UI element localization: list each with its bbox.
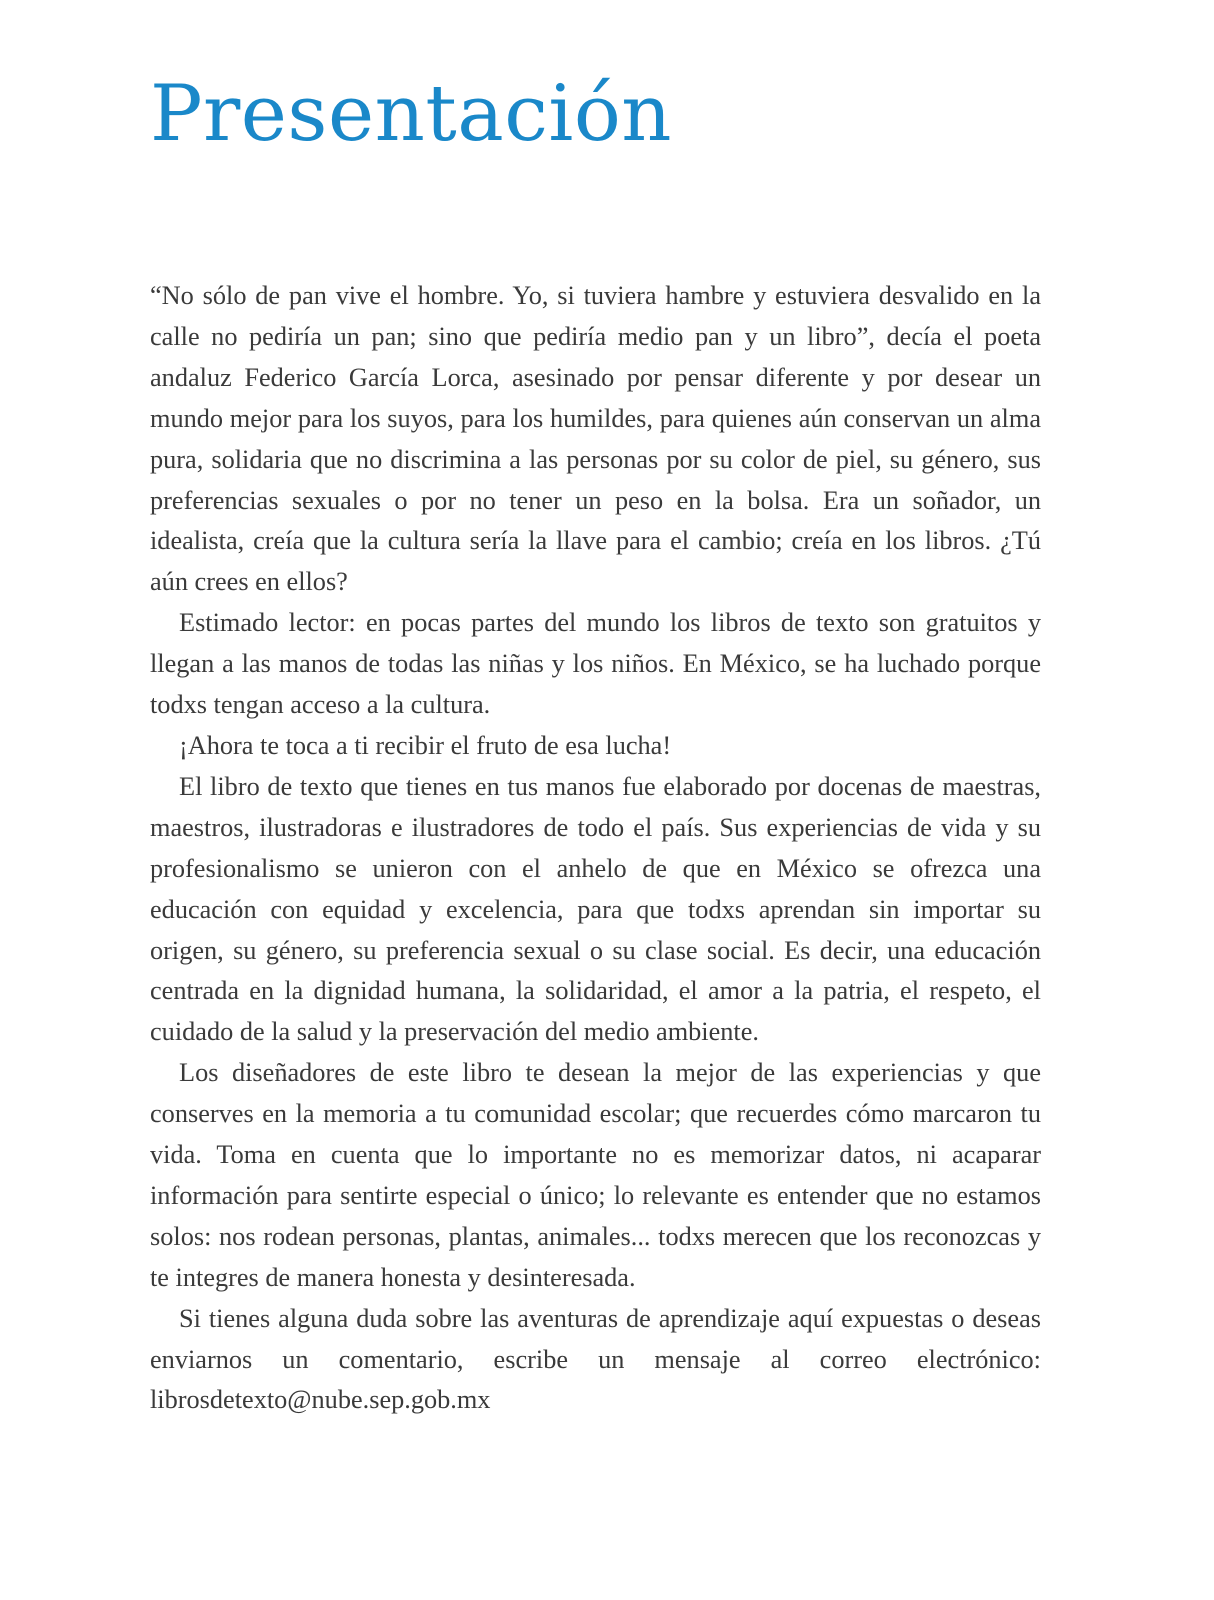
contact-text: Si tienes alguna duda sobre las aventuras de aprendizaje aquí expuestas o deseas enviarnos un comentario, escribe un mensaje al correo electrónico:	[150, 1303, 1041, 1374]
paragraph-disenadores: Los diseñadores de este libro te desean la mejor de las experiencias y que conserves en la memoria a tu comunidad escolar; que recuerdes cómo marcaron tu vida. Toma en cuenta que lo importante no es memorizar datos, ni acaparar información para sentirte especial o único; lo relevante es entender que no estamos solos: nos rodean personas, plantas, animales... todxs merecen que los reconozcas y te integres de manera honesta y desinteresada.	[150, 1058, 1041, 1292]
email-address[interactable]: librosdetexto@nube.sep.gob.mx	[150, 1385, 491, 1415]
page-title: Presentación	[150, 69, 673, 159]
presentation-body	[150, 276, 1041, 1421]
paragraph-exclamation: ¡Ahora te toca a ti recibir el fruto de esa lucha!	[179, 730, 672, 760]
paragraph-contacto	[150, 1299, 1041, 1422]
paragraph-quote: “No sólo de pan vive el hombre. Yo, si tuviera hambre y estuviera desvalido en la calle no pediría un pan; sino que pediría medio pan y un libro”, decía el poeta andaluz Federico García Lorca, asesinado por pensar diferente y por desear un mundo mejor para los suyos, para los humildes, para quienes aún conservan un alma pura, solidaria que no discrimina a las personas por su color de piel, su género, sus preferencias sexuales o por no tener un peso en la bolsa. Era un soñador, un idealista, creía que la cultura sería la llave para el cambio; creía en los libros. ¿Tú aún crees en ellos?	[150, 281, 1041, 597]
paragraph-libro-de-texto: El libro de texto que tienes en tus manos fue elaborado por docenas de maestras, maestros, ilustradoras e ilustradores de todo el país. Sus experiencias de vida y su profesionalismo se unieron con el anhelo de que en México se ofrezca una educación con equidad y excelencia, para que todxs aprendan sin importar su origen, su género, su preferencia sexual o su clase social. Es decir, una educación centrada en la dignidad humana, la solidaridad, el amor a la patria, el respeto, el cuidado de la salud y la preservación del medio ambiente.	[150, 771, 1041, 1047]
paragraph-estimado-lector: Estimado lector: en pocas partes del mundo los libros de texto son gratuitos y llegan a las manos de todas las niñas y los niños. En México, se ha luchado porque todxs tengan acceso a la cultura.	[150, 608, 1041, 720]
